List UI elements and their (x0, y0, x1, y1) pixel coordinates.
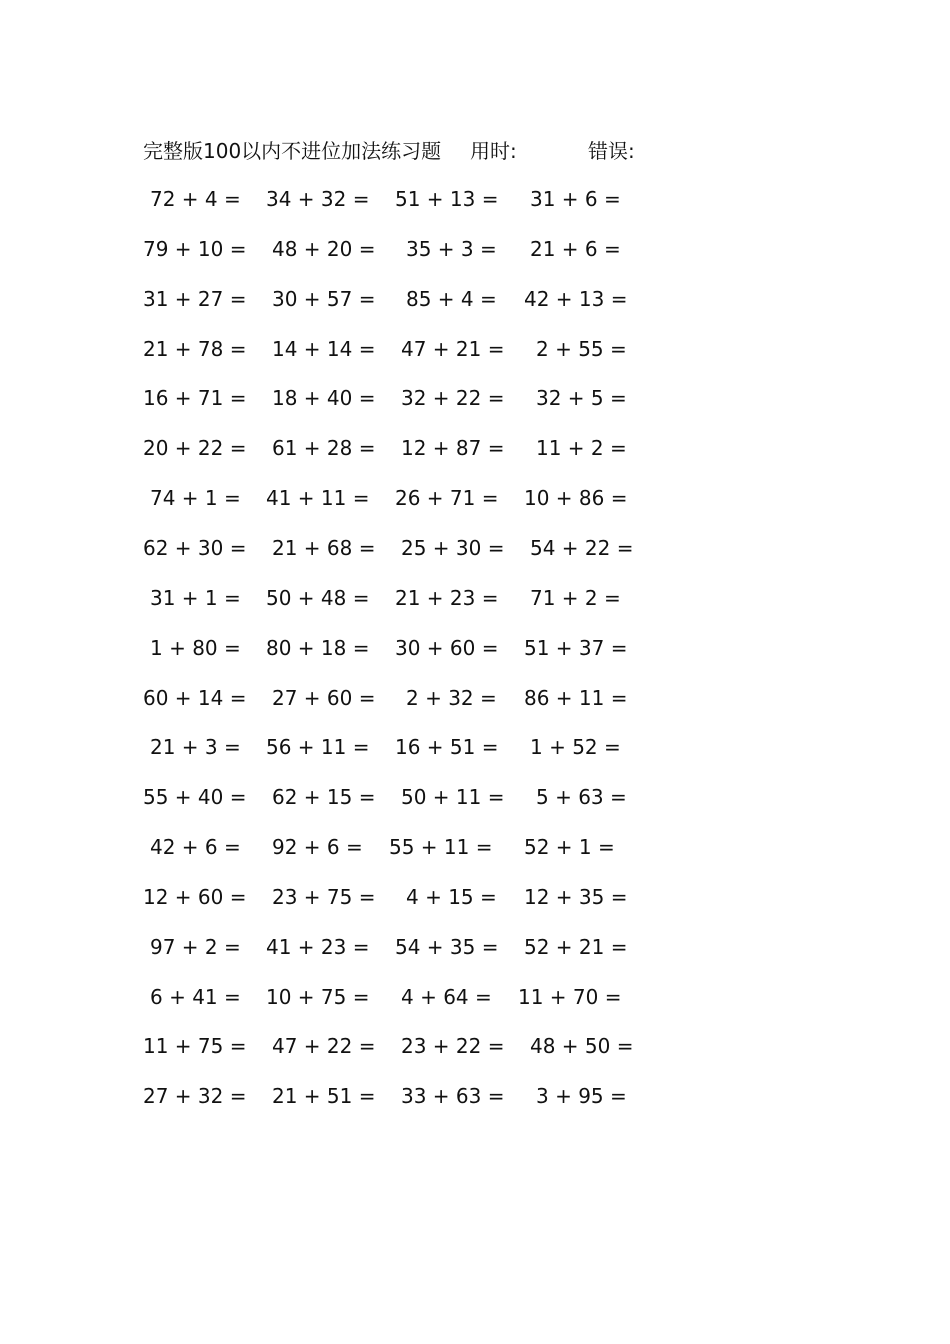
problem-r1-c2: 34 + 32 = (266, 187, 370, 211)
problem-r7-c1: 74 + 1 = (150, 486, 241, 510)
problem-r13-c4: 5 + 63 = (536, 785, 627, 809)
problem-r8-c2: 21 + 68 = (272, 536, 376, 560)
problem-r15-c4: 12 + 35 = (524, 885, 628, 909)
problem-r6-c2: 61 + 28 = (272, 436, 376, 460)
problem-r2-c3: 35 + 3 = (406, 237, 497, 261)
problem-r12-c4: 1 + 52 = (530, 735, 621, 759)
problem-r7-c3: 26 + 71 = (395, 486, 499, 510)
problem-r13-c3: 50 + 11 = (401, 785, 505, 809)
problem-r17-c2: 10 + 75 = (266, 985, 370, 1009)
problem-r4-c4: 2 + 55 = (536, 337, 627, 361)
problem-r19-c2: 21 + 51 = (272, 1084, 376, 1108)
problem-r16-c2: 41 + 23 = (266, 935, 370, 959)
problem-r5-c2: 18 + 40 = (272, 386, 376, 410)
problem-r2-c4: 21 + 6 = (530, 237, 621, 261)
problem-r5-c1: 16 + 71 = (143, 386, 247, 410)
problem-r12-c1: 21 + 3 = (150, 735, 241, 759)
problem-r4-c3: 47 + 21 = (401, 337, 505, 361)
problem-r16-c1: 97 + 2 = (150, 935, 241, 959)
problem-r8-c1: 62 + 30 = (143, 536, 247, 560)
problem-r3-c2: 30 + 57 = (272, 287, 376, 311)
problem-r18-c2: 47 + 22 = (272, 1034, 376, 1058)
problem-r5-c3: 32 + 22 = (401, 386, 505, 410)
problem-r15-c1: 12 + 60 = (143, 885, 247, 909)
problem-r16-c4: 52 + 21 = (524, 935, 628, 959)
problem-r9-c2: 50 + 48 = (266, 586, 370, 610)
problem-r12-c3: 16 + 51 = (395, 735, 499, 759)
problem-r6-c4: 11 + 2 = (536, 436, 627, 460)
problem-r2-c2: 48 + 20 = (272, 237, 376, 261)
problem-r11-c4: 86 + 11 = (524, 686, 628, 710)
error-label: 错误: (588, 139, 635, 163)
problem-r14-c4: 52 + 1 = (524, 835, 615, 859)
problem-r12-c2: 56 + 11 = (266, 735, 370, 759)
problem-r13-c1: 55 + 40 = (143, 785, 247, 809)
problem-r19-c3: 33 + 63 = (401, 1084, 505, 1108)
problem-r18-c4: 48 + 50 = (530, 1034, 634, 1058)
problem-r15-c3: 4 + 15 = (406, 885, 497, 909)
problem-r1-c3: 51 + 13 = (395, 187, 499, 211)
problem-r18-c1: 11 + 75 = (143, 1034, 247, 1058)
problem-r10-c1: 1 + 80 = (150, 636, 241, 660)
problem-r8-c4: 54 + 22 = (530, 536, 634, 560)
problem-r3-c1: 31 + 27 = (143, 287, 247, 311)
problem-r19-c1: 27 + 32 = (143, 1084, 247, 1108)
problem-r9-c3: 21 + 23 = (395, 586, 499, 610)
problem-r14-c3: 55 + 11 = (389, 835, 493, 859)
problem-r17-c3: 4 + 64 = (401, 985, 492, 1009)
problem-r10-c4: 51 + 37 = (524, 636, 628, 660)
problem-r11-c3: 2 + 32 = (406, 686, 497, 710)
time-label: 用时: (470, 139, 517, 163)
problem-r3-c4: 42 + 13 = (524, 287, 628, 311)
problem-r17-c1: 6 + 41 = (150, 985, 241, 1009)
problem-r3-c3: 85 + 4 = (406, 287, 497, 311)
worksheet-title: 完整版100以内不进位加法练习题 (143, 139, 442, 163)
problem-r10-c3: 30 + 60 = (395, 636, 499, 660)
problem-r14-c1: 42 + 6 = (150, 835, 241, 859)
problem-r13-c2: 62 + 15 = (272, 785, 376, 809)
problem-r11-c1: 60 + 14 = (143, 686, 247, 710)
problem-r9-c1: 31 + 1 = (150, 586, 241, 610)
problem-r14-c2: 92 + 6 = (272, 835, 363, 859)
problem-r7-c4: 10 + 86 = (524, 486, 628, 510)
problem-r10-c2: 80 + 18 = (266, 636, 370, 660)
problem-r4-c1: 21 + 78 = (143, 337, 247, 361)
problem-r18-c3: 23 + 22 = (401, 1034, 505, 1058)
problem-r19-c4: 3 + 95 = (536, 1084, 627, 1108)
problem-r6-c1: 20 + 22 = (143, 436, 247, 460)
problem-r17-c4: 11 + 70 = (518, 985, 622, 1009)
problem-r1-c1: 72 + 4 = (150, 187, 241, 211)
problem-r9-c4: 71 + 2 = (530, 586, 621, 610)
problem-r16-c3: 54 + 35 = (395, 935, 499, 959)
problem-r4-c2: 14 + 14 = (272, 337, 376, 361)
problem-r11-c2: 27 + 60 = (272, 686, 376, 710)
problem-r5-c4: 32 + 5 = (536, 386, 627, 410)
problem-r8-c3: 25 + 30 = (401, 536, 505, 560)
problem-r7-c2: 41 + 11 = (266, 486, 370, 510)
problem-r2-c1: 79 + 10 = (143, 237, 247, 261)
problem-r15-c2: 23 + 75 = (272, 885, 376, 909)
problem-r6-c3: 12 + 87 = (401, 436, 505, 460)
problem-r1-c4: 31 + 6 = (530, 187, 621, 211)
